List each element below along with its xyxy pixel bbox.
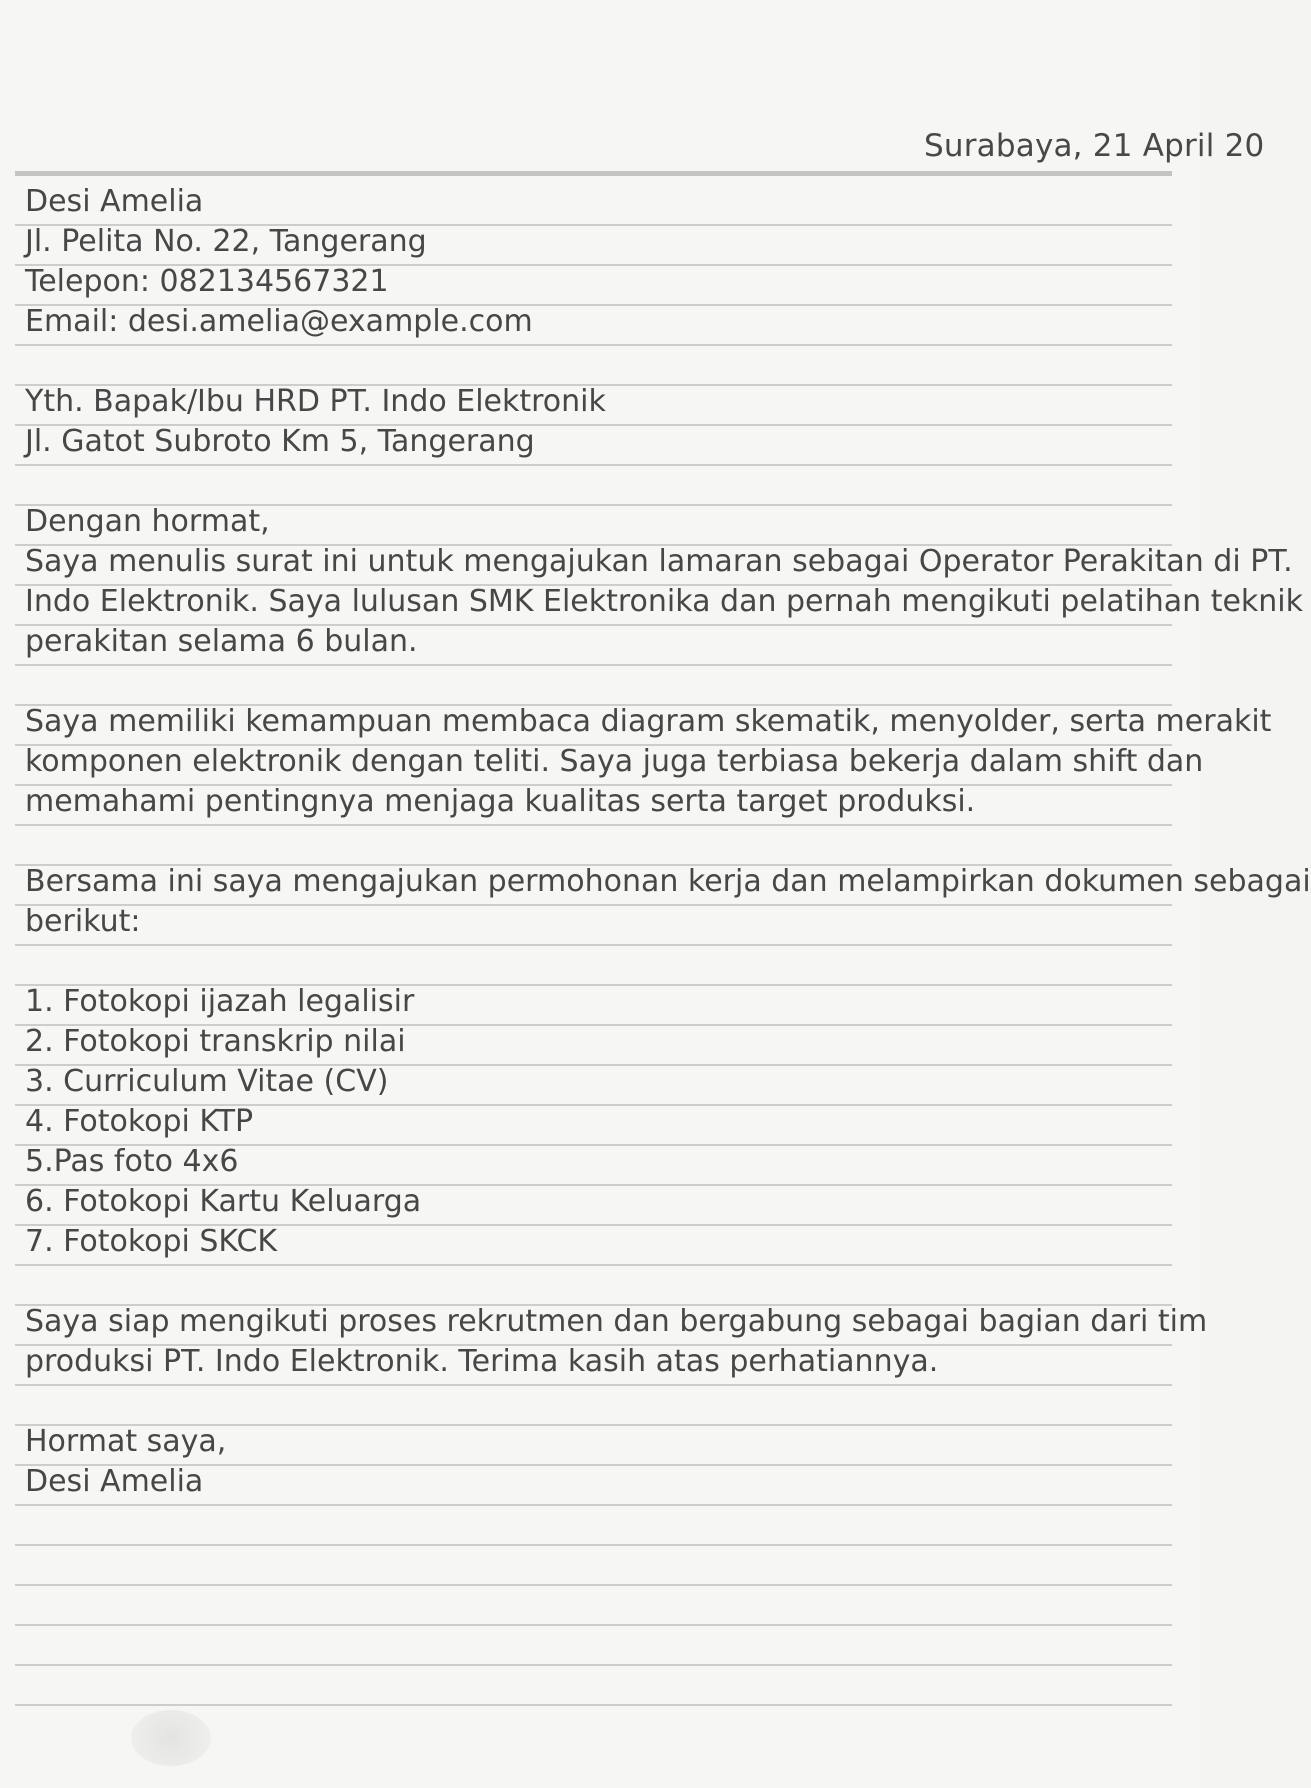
paragraph-3-line: berikut: — [25, 904, 141, 939]
attachment-item: 1. Fotokopi ijazah legalisir — [25, 984, 415, 1019]
paragraph-1-line: Indo Elektronik. Saya lulusan SMK Elektronika dan pernah mengikuti pelatihan teknik — [25, 584, 1304, 619]
closing-line: Saya siap mengikuti proses rekrutmen dan bergabung sebagai bagian dari tim — [25, 1304, 1208, 1339]
ruled-line — [15, 1704, 1172, 1706]
blank-line — [25, 342, 1175, 382]
header-rule — [15, 171, 1172, 176]
attachment-item: 4. Fotokopi KTP — [25, 1104, 254, 1139]
sender-email: Email: desi.amelia@example.com — [25, 304, 533, 339]
recipient-line: Yth. Bapak/Ibu HRD PT. Indo Elektronik — [25, 384, 606, 419]
blank-line — [25, 662, 1175, 702]
signoff: Hormat saya, — [25, 1424, 227, 1459]
blank-line — [25, 1382, 1175, 1422]
letter-date: Surabaya, 21 April 20 — [924, 128, 1265, 164]
ruled-line — [15, 1584, 1172, 1586]
sender-address: Jl. Pelita No. 22, Tangerang — [25, 224, 427, 259]
attachment-item: 5.Pas foto 4x6 — [25, 1144, 239, 1179]
attachment-item: 6. Fotokopi Kartu Keluarga — [25, 1184, 422, 1219]
ruled-line — [15, 1624, 1172, 1626]
paragraph-3-line: Bersama ini saya mengajukan permohonan kerja dan melampirkan dokumen sebagai — [25, 864, 1311, 899]
ruled-line — [15, 1504, 1172, 1506]
sender-name: Desi Amelia — [25, 184, 204, 219]
faded-stamp-icon — [131, 1710, 211, 1766]
ruled-line — [15, 1664, 1172, 1666]
attachment-item: 2. Fotokopi transkrip nilai — [25, 1024, 406, 1059]
attachment-item: 3. Curriculum Vitae (CV) — [25, 1064, 389, 1099]
recipient-address: Jl. Gatot Subroto Km 5, Tangerang — [25, 424, 535, 459]
closing-line: produksi PT. Indo Elektronik. Terima kasih atas perhatiannya. — [25, 1344, 939, 1379]
signature-name: Desi Amelia — [25, 1464, 204, 1499]
blank-line — [25, 1262, 1175, 1302]
paragraph-2-line: memahami pentingnya menjaga kualitas serta target produksi. — [25, 784, 976, 819]
paragraph-2-line: Saya memiliki kemampuan membaca diagram skematik, menyolder, serta merakit — [25, 704, 1272, 739]
letter-body — [25, 182, 1311, 1502]
paragraph-2-line: komponen elektronik dengan teliti. Saya juga terbiasa bekerja dalam shift dan — [25, 744, 1204, 779]
greeting: Dengan hormat, — [25, 504, 270, 539]
paragraph-1-line: Saya menulis surat ini untuk mengajukan lamaran sebagai Operator Perakitan di PT. — [25, 544, 1293, 579]
blank-line — [25, 822, 1175, 862]
blank-line — [25, 942, 1175, 982]
attachment-item: 7. Fotokopi SKCK — [25, 1224, 278, 1259]
sender-phone: Telepon: 082134567321 — [25, 264, 389, 299]
blank-line — [25, 462, 1175, 502]
paragraph-1-line: perakitan selama 6 bulan. — [25, 624, 418, 659]
ruled-line — [15, 1544, 1172, 1546]
